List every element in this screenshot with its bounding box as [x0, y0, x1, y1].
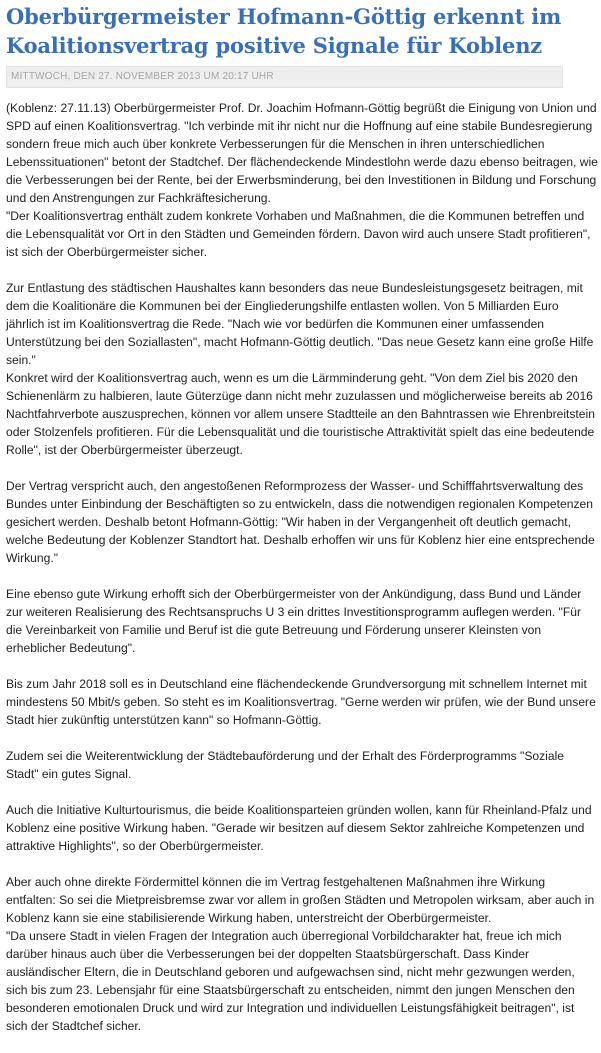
paragraph-6: Zudem sei die Weiterentwicklung der Städtebauförderung und der Erhalt des Förderprogramms "Soziale Stadt" ein gutes Signal. — [6, 749, 564, 781]
article-body — [6, 99, 598, 1053]
article-title: Oberbürgermeister Hofmann-Göttig erkennt im Koalitionsvertrag positive Signale für Koblenz — [6, 4, 562, 58]
paragraph-8: Aber auch ohne direkte Fördermittel können die im Vertrag festgehaltenen Maßnahmen ihre Wirkung entfalten: So sei die Mietpreisbremse zwar vor allem in großen Städten und Metropolen wirksam, aber auch in Koblenz kann sie eine stabilisierende Wirkung haben, unterstreicht der Oberbürgermeister. "Da unsere Stadt in vielen Fragen der Integration auch überregional Vorbildcharakter hat, freue ich mich darüber hinaus auch über die Verbesserungen bei der doppelten Staatsbürgerschaft. Dass Kinder ausländischer Eltern, die in Deutschland geboren und aufgewachsen sind, nicht mehr gezwungen werden, sich bis zum 23. Lebensjahr für eine Staatsbürgerschaft zu entscheiden, nimmt den jungen Menschen den besonderen emotionalen Druck und wird zur Integration und individuellen Leistungsfähigkeit beitragen", ist sich der Stadtchef sicher. — [6, 875, 595, 1033]
paragraph-4: Eine ebenso gute Wirkung erhofft sich der Oberbürgermeister von der Ankündigung, dass Bund und Länder zur weiteren Realisierung des Rechtsanspruchs U 3 ein drittes Investitionsprogramm auflegen werden. "Für die Vereinbarkeit von Familie und Beruf ist die gute Betreuung und Förderung unserer Kleinsten von erheblicher Bedeutung". — [6, 587, 582, 655]
article-dateline-bar — [6, 66, 563, 88]
article-date: MITTWOCH, DEN 27. NOVEMBER 2013 UM 20:17 UHR — [11, 71, 274, 82]
paragraph-1: (Koblenz: 27.11.13) Oberbürgermeister Prof. Dr. Joachim Hofmann-Göttig begrüßt die Einigung von Union und SPD auf einen Koalitionsvertrag. "Ich verbinde mit ihr nicht nur die Hoffnung auf eine stabile Bundesregierung sondern freue mich auch über konkrete Verbesserungen für die Menschen in ihren unterschiedlichen Lebenssituationen" betont der Stadtchef. Der flächendeckende Mindestlohn werde dazu ebenso beitragen, wie die Verbesserungen bei der Rente, bei der Erwerbsminderung, bei den Investitionen in Bildung und Forschung und den Anstrengungen zur Fachkräftesicherung. "Der Koalitionsvertrag enthält zudem konkrete Vorhaben und Maßnahmen, die die Kommunen betreffen und die Lebensqualität vor Ort in den Städten und Gemeinden fördern. Davon wird auch unsere Stadt profitieren", ist sich der Oberbürgermeister sicher. — [6, 101, 598, 259]
paragraph-2: Zur Entlastung des städtischen Haushaltes kann besonders das neue Bundesleistungsgesetz beitragen, mit dem die Koalitionäre die Kommunen bei der Eingliederungshilfe entlasten wollen. Von 5 Milliarden Euro jährlich ist im Koalitionsvertrag die Rede. "Nach wie vor bedürfen die Kommunen einer umfassenden Unterstützung bei den Soziallasten", macht Hofmann-Göttig deutlich. "Das neue Gesetz kann eine große Hilfe sein." Konkret wird der Koalitionsvertrag auch, wenn es um die Lärmminderung geht. "Von dem Ziel bis 2020 den Schienenlärm zu halbieren, laute Güterzüge dann nicht mehr zuzulassen und möglicherweise bereits ab 2016 Nachtfahrverbote auszusprechen, können vor allem unsere Stadtteile an den Bahntrassen wie Ehrenbreitstein oder Stolzenfels profitieren. Für die Lebensqualität und die touristische Attraktivität spielt das eine bedeutende Rolle", ist der Oberbürgermeister überzeugt. — [6, 281, 595, 457]
paragraph-7: Auch die Initiative Kulturtourismus, die beide Koalitionsparteien gründen wollen, kann für Rheinland-Pfalz und Koblenz eine positive Wirkung haben. "Gerade wir besitzen auf diesem Sektor zahlreiche Kompetenzen und attraktive Highlights", so der Oberbürgermeister. — [6, 803, 592, 853]
paragraph-3: Der Vertrag verspricht auch, den angestoßenen Reformprozess der Wasser- und Schifffahrtsverwaltung des Bundes unter Einbindung der Beschäftigten so zu entwickeln, dass die notwendigen regionalen Kompetenzen gesichert werden. Deshalb betont Hofmann-Göttig: "Wir haben in der Vergangenheit oft deutlich gemacht, welche Bedeutung der Koblenzer Standtort hat. Deshalb erhoffen wir uns für Koblenz hier eine entsprechende Wirkung." — [6, 479, 595, 565]
paragraph-5: Bis zum Jahr 2018 soll es in Deutschland eine flächendeckende Grundversorgung mit schnellem Internet mit mindestens 50 Mbit/s geben. So steht es im Koalitionsvertrag. "Gerne werden wir prüfen, wie der Bund unsere Stadt hier zukünftig unterstützen kann" so Hofmann-Göttig. — [6, 677, 596, 727]
